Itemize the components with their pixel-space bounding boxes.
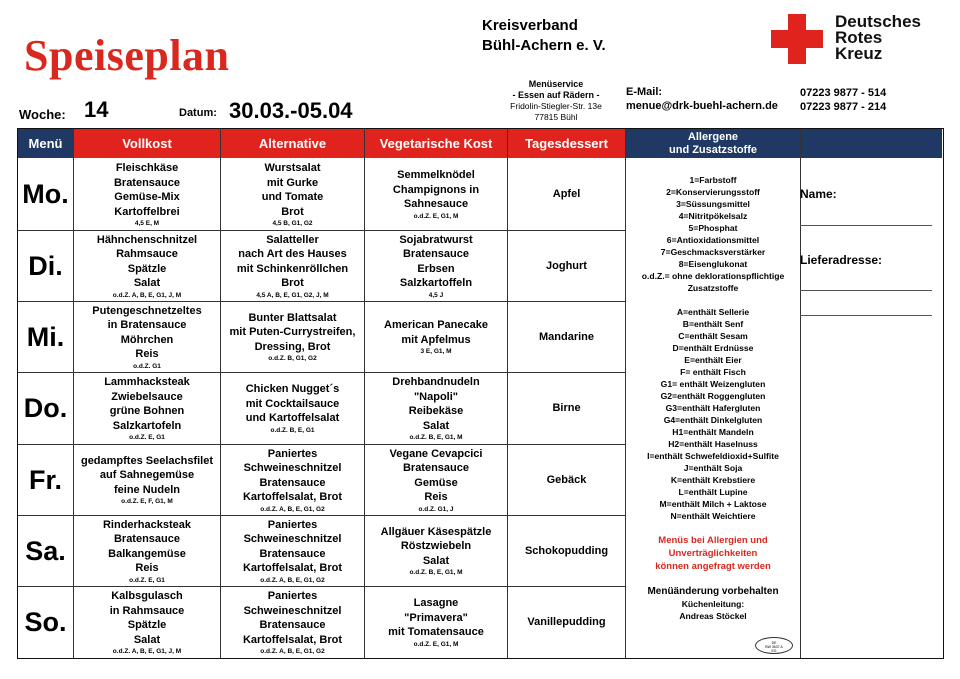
- allergen-item: A=enthält Sellerie: [676, 307, 750, 317]
- dish-line: Lammhacksteak: [104, 376, 190, 388]
- stamp-line: DE: [771, 641, 777, 645]
- stamp-line: BW 3637 A: [765, 645, 783, 649]
- header-allergene: [626, 129, 800, 158]
- change-note: Menüänderung vorbehalten: [647, 586, 779, 597]
- dish-line: Rinderhacksteak: [102, 518, 192, 531]
- dish-line: Bratensauce: [259, 547, 326, 560]
- dish-line: Gemüse-Mix: [114, 191, 180, 203]
- dish-line: feine Nudeln: [113, 483, 180, 496]
- additive-item: 7=Geschmacksverstärker: [660, 247, 766, 257]
- day-label: Do.: [23, 393, 68, 423]
- allergen-item: M=enthält Milch + Laktose: [659, 499, 767, 509]
- week-label: Woche:: [19, 107, 66, 122]
- allergen-code: o.d.Z. A, B, E, G1, J, M: [112, 291, 182, 299]
- divider: [800, 129, 801, 658]
- dish-line: Salat: [133, 277, 161, 289]
- address-underline[interactable]: [800, 315, 932, 316]
- dish-line: in Bratensauce: [107, 319, 187, 331]
- additive-item: 5=Phosphat: [688, 223, 738, 233]
- dish-line: Chicken Nugget´s: [245, 383, 340, 396]
- dish-line: Zwiebelsauce: [111, 390, 183, 403]
- email-label: E-Mail:: [626, 86, 663, 98]
- dish-line: Bratensauce: [113, 176, 181, 189]
- logo-line-2: Rotes: [835, 28, 883, 47]
- day-label: Fr.: [28, 464, 62, 495]
- allergen-code: o.d.Z. E, G1: [129, 434, 165, 441]
- kitchen-name: Andreas Stöckel: [679, 611, 747, 621]
- allergen-item: B=enthält Senf: [682, 319, 744, 329]
- dish-line: Salat: [422, 419, 450, 432]
- allergen-item: K=enthält Krebstiere: [670, 475, 756, 485]
- allergen-code: o.d.Z. G1, J: [418, 505, 454, 513]
- allergen-code: o.d.Z. A, B, E, G1, G2: [260, 648, 325, 655]
- logo-line-1: Deutsches: [835, 12, 921, 31]
- dish-line: Reis: [424, 491, 448, 503]
- allergen-item: L=enthält Lupine: [678, 487, 748, 497]
- dish-line: Bunter Blattsalat: [248, 311, 337, 324]
- dish-line: Kartoffelsalat, Brot: [242, 633, 343, 646]
- dish-line: Drehbandnudeln: [392, 376, 480, 388]
- dish-line: Bratensauce: [259, 476, 326, 489]
- allergen-item: H2=enthält Haselnuss: [668, 439, 758, 449]
- additive-item: 6=Antioxidationsmittel: [666, 235, 760, 245]
- week-number: 14: [84, 97, 109, 122]
- allergen-code: o.d.Z. E, F, G1, M: [121, 498, 173, 506]
- allergen-code: o.d.Z. E, G1: [129, 576, 165, 584]
- dish-line: und Tomate: [261, 191, 324, 203]
- allergen-code: o.d.Z. G1: [133, 362, 161, 370]
- stamp-line: EG: [771, 649, 777, 653]
- address-underline[interactable]: [800, 290, 932, 291]
- alternative-cell: [221, 587, 364, 658]
- dish-line: Bratensauce: [402, 248, 470, 260]
- dish-line: mit Gurke: [266, 176, 319, 189]
- allergen-code: o.d.Z. A, B, E, G1, J, M: [112, 648, 182, 655]
- header-blank: [801, 129, 942, 158]
- allergen-item: I=enthält Schwefeldioxid+Sulfite: [647, 451, 779, 461]
- org-line-2: Bühl-Achern e. V.: [482, 37, 606, 54]
- dessert-cell: Mandarine: [538, 330, 594, 343]
- dish-line: Brot: [281, 205, 304, 218]
- additive-item: 3=Süssungsmittel: [676, 199, 750, 209]
- menu-table: [17, 128, 944, 659]
- alternative-cell: [221, 159, 364, 230]
- allergen-legend: [626, 174, 800, 622]
- dish-line: Brot: [281, 277, 304, 289]
- dessert-cell: Schokopudding: [524, 544, 609, 557]
- dish-line: Paniertes: [267, 447, 318, 460]
- dish-line: Lasagne: [413, 597, 459, 610]
- allergen-code: o.d.Z. B, E, G1, M: [409, 569, 463, 577]
- dish-line: mit Apfelmus: [401, 333, 471, 346]
- dish-line: Bratensauce: [113, 533, 181, 545]
- dish-line: Möhrchen: [120, 333, 174, 346]
- phone-1: 07223 9877 - 514: [800, 87, 887, 99]
- dish-line: Champignons in: [392, 183, 480, 196]
- dish-line: Reis: [135, 562, 159, 574]
- dish-line: Gemüse: [414, 476, 458, 489]
- allergen-code: 4,5 A, B, E, G1, G2, J, M: [256, 291, 329, 299]
- name-label: Name:: [800, 187, 837, 201]
- vegetarisch-cell: [365, 159, 507, 230]
- dessert-cell: Gebäck: [546, 473, 587, 486]
- email-address[interactable]: menue@drk-buehl-achern.de: [626, 100, 778, 112]
- service-line-1: Menüservice: [528, 79, 584, 89]
- additive-item: 8=Eisenglukonat: [678, 259, 748, 269]
- alternative-cell: [221, 445, 364, 515]
- dish-line: auf Sahnegemüse: [99, 469, 195, 482]
- vollkost-cell: [74, 587, 220, 658]
- logo-line-3: Kreuz: [835, 44, 883, 63]
- dish-line: mit Tomatensauce: [388, 626, 484, 639]
- dessert-cell: Vanillepudding: [527, 616, 606, 629]
- vegetarisch-cell: [365, 445, 507, 515]
- dish-line: nach Art des Hauses: [238, 248, 347, 260]
- allergen-item: E=enthält Eier: [684, 355, 742, 365]
- allergy-warning: Unverträglichkeiten: [668, 548, 758, 559]
- day-label: Mi.: [26, 321, 65, 352]
- allergen-item: G3=enthält Hafergluten: [665, 403, 761, 413]
- address-label: Lieferadresse:: [800, 253, 883, 267]
- dish-line: Semmelknödel: [397, 169, 475, 182]
- dish-line: Bratensauce: [259, 619, 326, 631]
- dish-line: Spätzle: [127, 262, 167, 275]
- allergen-item: G1= enthält Weizengluten: [660, 379, 766, 389]
- additive-item: 2=Konservierungsstoff: [666, 187, 760, 197]
- dish-line: American Panecake: [384, 319, 488, 331]
- allergen-code: 4,5 E, M: [134, 220, 160, 227]
- header-vegetarisch: Vegetarische Kost: [365, 129, 507, 158]
- health-mark-stamp: [755, 637, 793, 654]
- dish-line: Salatteller: [266, 233, 319, 246]
- dessert-cell: Joghurt: [546, 259, 587, 272]
- alternative-cell: [221, 373, 364, 444]
- header-vollkost: Vollkost: [74, 129, 220, 158]
- dish-line: und Kartoffelsalat: [245, 412, 340, 425]
- day-label: Sa.: [25, 535, 66, 566]
- organization-name: [482, 16, 606, 56]
- vegetarisch-cell: [365, 587, 507, 658]
- allergen-item: N=enthält Weichtiere: [670, 511, 756, 521]
- dish-line: Kartoffelsalat, Brot: [242, 562, 343, 574]
- dish-line: mit Schinkenröllchen: [236, 262, 349, 275]
- dish-line: Schweineschnitzel: [243, 462, 342, 474]
- additive-item: o.d.Z.= ohne deklorationspflichtige: [641, 271, 785, 281]
- dish-line: Spätzle: [127, 619, 167, 631]
- day-label: So.: [24, 607, 67, 637]
- allergen-code: o.d.Z. A, B, E, G1, G2: [260, 505, 325, 513]
- additive-item: Zusatzstoffe: [687, 283, 739, 293]
- dish-line: Balkangemüse: [108, 547, 186, 560]
- allergen-item: J=enthält Soja: [683, 463, 743, 473]
- vollkost-cell: [74, 373, 220, 444]
- dish-line: "Napoli": [413, 390, 459, 403]
- dessert-cell: Birne: [552, 402, 581, 415]
- alternative-cell: [221, 302, 364, 372]
- dish-line: Paniertes: [267, 518, 318, 531]
- allergen-code: 3 E, G1, M: [420, 348, 452, 355]
- red-cross-icon: [771, 14, 823, 64]
- dish-line: mit Cocktailsauce: [245, 397, 340, 410]
- page-title: Speiseplan: [24, 31, 230, 80]
- dish-line: gedampftes Seelachsfilet: [80, 454, 214, 467]
- vegetarisch-cell: [365, 302, 507, 372]
- dish-line: Allgäuer Käsespätzle: [380, 525, 492, 538]
- header-allergene-line-2: und Zusatzstoffe: [669, 143, 757, 156]
- vollkost-cell: [74, 516, 220, 586]
- service-address: Fridolin-Stiegler-Str. 13e: [510, 101, 602, 111]
- alternative-cell: [221, 516, 364, 586]
- header-allergene-line-1: Allergene: [687, 130, 739, 143]
- dish-line: Dressing, Brot: [254, 340, 331, 353]
- dish-line: Erbsen: [417, 262, 455, 275]
- dish-line: Putengeschnetzeltes: [92, 304, 202, 317]
- dish-line: Kartoffelsalat, Brot: [242, 491, 343, 503]
- allergen-item: F= enthält Fisch: [680, 367, 746, 377]
- additive-item: 1=Farbstoff: [689, 175, 737, 185]
- allergen-item: G4=enthält Dinkelgluten: [663, 415, 763, 425]
- allergy-warning: können angefragt werden: [655, 561, 771, 572]
- allergen-item: H1=enthält Mandeln: [672, 427, 754, 437]
- dish-line: Salzkartofeln: [112, 419, 182, 432]
- vegetarisch-cell: [365, 373, 507, 444]
- date-label: Datum:: [179, 107, 217, 119]
- name-underline[interactable]: [800, 225, 932, 226]
- dish-line: grüne Bohnen: [109, 405, 185, 417]
- dish-line: "Primavera": [404, 611, 468, 624]
- dish-line: Reis: [135, 348, 159, 360]
- allergen-code: o.d.Z. E, G1, M: [413, 212, 459, 220]
- allergy-warning: Menüs bei Allergien und: [658, 535, 768, 546]
- allergen-code: 4,5 J: [428, 291, 444, 299]
- vollkost-cell: [74, 302, 220, 372]
- alternative-cell: [221, 231, 364, 301]
- dish-line: Reibekäse: [408, 405, 464, 417]
- dish-line: Salat: [422, 554, 450, 567]
- menu-service-info: [500, 79, 612, 123]
- header-menu: Menü: [18, 129, 73, 158]
- date-range: 30.03.-05.04: [229, 98, 353, 123]
- dish-line: Fleischkäse: [115, 162, 179, 174]
- logo-text: [835, 14, 921, 62]
- dish-line: in Rahmsauce: [109, 604, 185, 617]
- additive-item: 4=Nitritpökelsalz: [678, 211, 748, 221]
- dish-line: Rahmsauce: [116, 248, 178, 260]
- drk-logo: [771, 14, 921, 64]
- dish-line: Vegane Cevapcici: [389, 447, 483, 460]
- service-city: 77815 Bühl: [534, 112, 578, 122]
- dish-line: Kalbsgulasch: [111, 590, 183, 602]
- service-line-2: - Essen auf Rädern -: [512, 90, 600, 100]
- dish-line: Röstzwiebeln: [400, 540, 472, 553]
- dish-line: Hähnchenschnitzel: [96, 233, 198, 246]
- phone-numbers: [800, 86, 886, 114]
- allergen-code: o.d.Z. B, G1, G2: [268, 355, 317, 363]
- vollkost-cell: [74, 445, 220, 515]
- allergen-code: 4,5 B, G1, G2: [272, 220, 313, 227]
- kitchen-label: Küchenleitung:: [681, 599, 745, 609]
- dish-line: Bratensauce: [402, 462, 470, 474]
- dessert-cell: Apfel: [552, 188, 581, 201]
- dish-line: Schweineschnitzel: [243, 533, 342, 545]
- day-label: Di.: [28, 250, 63, 281]
- dish-line: mit Puten-Currystreifen,: [229, 326, 356, 339]
- allergen-code: o.d.Z. B, E, G1, M: [409, 434, 463, 441]
- vollkost-cell: [74, 159, 220, 230]
- phone-2: 07223 9877 - 214: [800, 101, 887, 113]
- dish-line: Paniertes: [267, 590, 318, 602]
- vegetarisch-cell: [365, 516, 507, 586]
- day-label: Mo.: [22, 179, 69, 209]
- allergen-code: o.d.Z. A, B, E, G1, G2: [260, 576, 325, 584]
- allergen-code: o.d.Z. E, G1, M: [413, 640, 459, 648]
- vollkost-cell: [74, 231, 220, 301]
- dish-line: Wurstsalat: [264, 162, 321, 174]
- vegetarisch-cell: [365, 231, 507, 301]
- dish-line: Sahnesauce: [403, 198, 469, 211]
- dish-line: Salzkartoffeln: [399, 277, 473, 289]
- dish-line: Schweineschnitzel: [243, 604, 342, 617]
- dish-line: Kartoffelbrei: [114, 205, 180, 218]
- dish-line: Salat: [133, 633, 161, 646]
- header-dessert: Tagesdessert: [508, 129, 625, 158]
- org-line-1: Kreisverband: [482, 17, 578, 34]
- allergen-code: o.d.Z. B, E, G1: [270, 426, 315, 434]
- allergen-item: C=enthält Sesam: [678, 331, 748, 341]
- allergen-item: G2=enthält Roggengluten: [660, 391, 766, 401]
- dish-line: Sojabratwurst: [399, 233, 473, 246]
- allergen-item: D=enthält Erdnüsse: [672, 343, 754, 353]
- header-alternative: Alternative: [221, 129, 364, 158]
